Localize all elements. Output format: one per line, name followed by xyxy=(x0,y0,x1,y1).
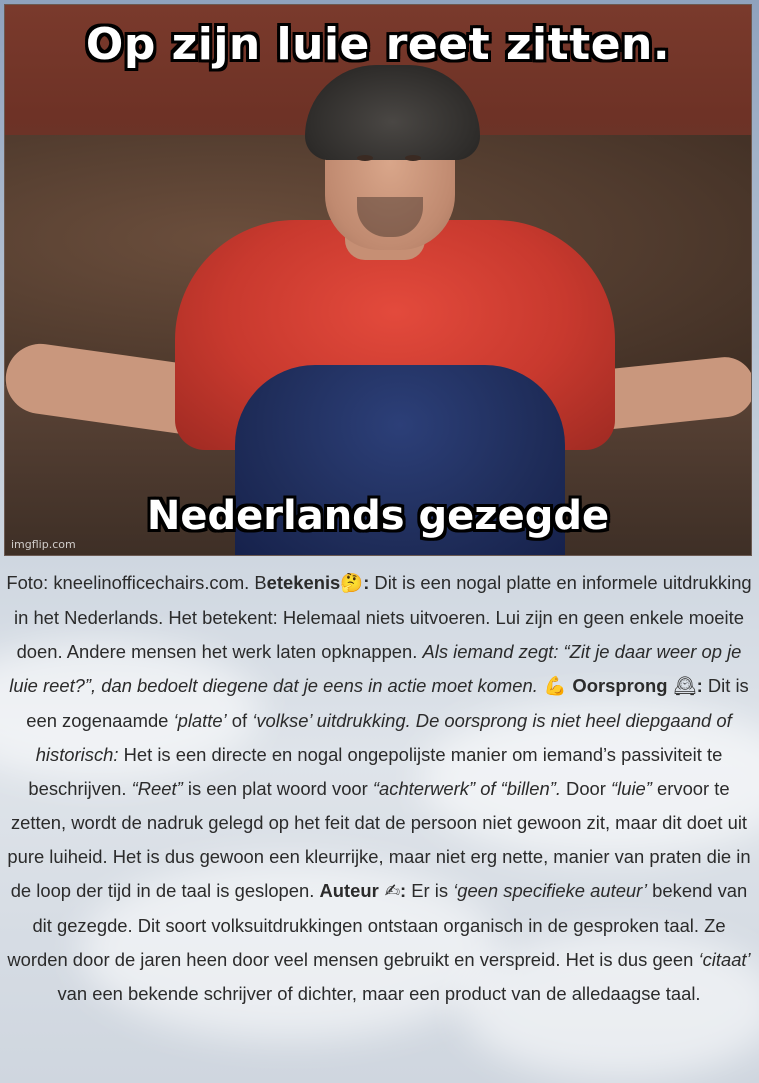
caption-italic: “achterwerk” of “billen”. xyxy=(372,778,561,799)
caption-part: Er is xyxy=(406,880,454,901)
caption-italic: “Reet” xyxy=(131,778,183,799)
flexed-biceps-icon: 💪 xyxy=(537,676,573,697)
heading-auteur: Auteur xyxy=(319,880,379,901)
colon: : xyxy=(400,880,407,901)
caption-part: ervoor te zetten, wordt de nadruk gelegd op het feit dat de persoon niet gewoon zit, maar dit doet uit pure luiheid. Het is dus gewoon een kleurrijke, maar niet erg nette, manier van praten die in de loop der tijd in de taal is geslopen. xyxy=(7,778,751,901)
caption-part: Het is een directe en nogal ongepolijste manier om iemand’s passiviteit te beschrijven. xyxy=(28,744,723,799)
caption-part: is een plat woord voor xyxy=(182,778,373,799)
caption-part: Door xyxy=(560,778,612,799)
caption-italic: ‘geen specifieke auteur’ xyxy=(453,880,648,901)
caption-part: Foto: kneelinofficechairs.com. B xyxy=(6,572,267,593)
hair xyxy=(305,65,480,160)
caption-italic: ‘volkse’ uitdrukking. De oorsprong is niet heel diepgaand of historisch: xyxy=(35,710,732,765)
colon: : xyxy=(696,675,703,696)
meme-bottom-text: Nederlands gezegde xyxy=(146,493,610,539)
heading-betekenis: etekenis xyxy=(266,572,341,593)
right-eye xyxy=(405,155,421,161)
thinking-face-icon: 🤔 xyxy=(340,573,364,594)
writing-hand-icon: ✍ xyxy=(378,881,400,902)
caption-part: van een bekende schrijver of dichter, maar een product van de alledaagse taal. xyxy=(57,983,701,1004)
caption-part: Dit is een zogenaamde xyxy=(26,675,749,731)
caption-part: bekend van dit gezegde. Dit soort volksuitdrukkingen ontstaan organisch in de gesproken taal. Ze worden door de jaren heen door veel mensen gebruikt en verspreid. Het is dus geen xyxy=(7,880,748,970)
colon: : xyxy=(363,572,370,593)
caption-italic: “luie” xyxy=(611,778,652,799)
left-eye xyxy=(357,155,373,161)
meme-top-text: Op zijn luie reet zitten. xyxy=(85,19,671,70)
heading-oorsprong: Oorsprong xyxy=(572,675,668,696)
caption-text xyxy=(6,566,752,1011)
caption-italic: ‘citaat’ xyxy=(698,949,751,970)
caption-italic: ‘platte’ xyxy=(173,710,227,731)
caption-part: of xyxy=(226,710,253,731)
caption-italic: Als iemand zegt: “Zit je daar weer op je luie reet?”, dan bedoelt diegene dat je eens in actie moet komen. xyxy=(9,641,742,696)
mantelpiece-clock-icon: 🕰 xyxy=(667,676,697,697)
imgflip-watermark: imgflip.com xyxy=(11,538,76,551)
caption-part: Dit is een nogal platte en informele uitdrukking in het Nederlands. Het betekent: Helemaal niets uitvoeren. Lui zijn en geen enkele moeite doen. Andere mensen het werk laten opknappen. xyxy=(14,572,752,662)
meme-photo xyxy=(4,4,752,556)
